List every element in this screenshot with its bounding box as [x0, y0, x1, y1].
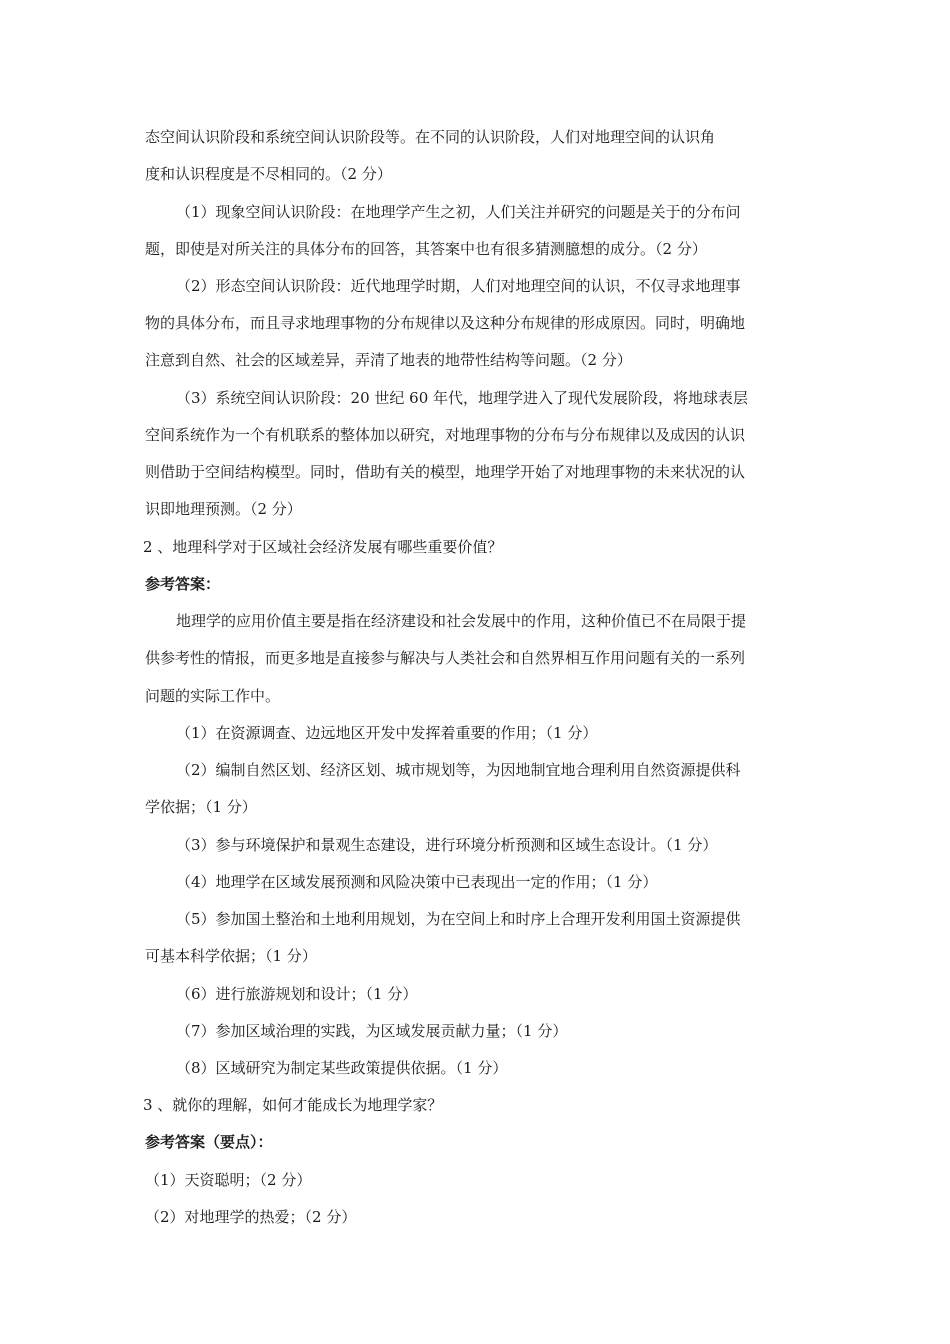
- list-item: （3）参与环境保护和景观生态建设，进行环境分析预测和区域生态设计。（1 分）: [176, 836, 718, 854]
- list-item: （5）参加国土整治和土地利用规划，为在空间上和时序上合理开发利用国土资源提供: [176, 910, 741, 928]
- answer-heading: 参考答案：: [145, 575, 221, 593]
- list-item: （6）进行旅游规划和设计；（1 分）: [176, 985, 418, 1003]
- list-item: （4）地理学在区域发展预测和风险决策中已表现出一定的作用；（1 分）: [176, 873, 658, 891]
- text-line: 物的具体分布，而且寻求地理事物的分布规律以及这种分布规律的形成原因。同时，明确地: [145, 314, 746, 332]
- text-line: （2）形态空间认识阶段：近代地理学时期，人们对地理空间的认识，不仅寻求地理事: [176, 277, 741, 295]
- text-line: （1）现象空间认识阶段：在地理学产生之初，人们关注并研究的问题是关于的分布问: [176, 203, 741, 221]
- list-item: （2）对地理学的热爱；（2 分）: [145, 1208, 357, 1226]
- answer-heading: 参考答案（要点）：: [145, 1133, 273, 1151]
- text-line: （3）系统空间认识阶段：20 世纪 60 年代，地理学进入了现代发展阶段，将地球表层: [176, 389, 749, 407]
- text-line: 可基本科学依据；（1 分）: [145, 947, 317, 965]
- text-line: 空间系统作为一个有机联系的整体加以研究，对地理事物的分布与分布规律以及成因的认识: [145, 426, 746, 444]
- list-item: （8）区域研究为制定某些政策提供依据。（1 分）: [176, 1059, 508, 1077]
- text-line: 度和认识程度是不尽相同的。（2 分）: [145, 165, 392, 183]
- list-item: （2）编制自然区划、经济区划、城市规划等，为因地制宜地合理利用自然资源提供科: [176, 761, 741, 779]
- list-item: （7）参加区域治理的实践，为区域发展贡献力量；（1 分）: [176, 1022, 568, 1040]
- text-line: 问题的实际工作中。: [145, 687, 281, 705]
- list-item: （1）天资聪明；（2 分）: [145, 1171, 312, 1189]
- question-heading: 3 、就你的理解，如何才能成长为地理学家？: [143, 1096, 443, 1114]
- question-heading: 2 、地理科学对于区域社会经济发展有哪些重要价值？: [143, 538, 503, 556]
- text-line: 供参考性的情报，而更多地是直接参与解决与人类社会和自然界相互作用问题有关的一系列: [145, 649, 746, 667]
- text-line: 注意到自然、社会的区域差异，弄清了地表的地带性结构等问题。（2 分）: [145, 351, 632, 369]
- text-line: 题，即使是对所关注的具体分布的回答，其答案中也有很多猜测臆想的成分。（2 分）: [145, 240, 707, 258]
- list-item: （1）在资源调查、边远地区开发中发挥着重要的作用；（1 分）: [176, 724, 598, 742]
- text-line: 态空间认识阶段和系统空间认识阶段等。在不同的认识阶段，人们对地理空间的认识角: [145, 128, 716, 146]
- text-line: 学依据；（1 分）: [145, 798, 257, 816]
- text-line: 地理学的应用价值主要是指在经济建设和社会发展中的作用，这种价值已不在局限于提: [176, 612, 747, 630]
- text-line: 识即地理预测。（2 分）: [145, 500, 302, 518]
- text-line: 则借助于空间结构模型。同时，借助有关的模型，地理学开始了对地理事物的未来状况的认: [145, 463, 746, 481]
